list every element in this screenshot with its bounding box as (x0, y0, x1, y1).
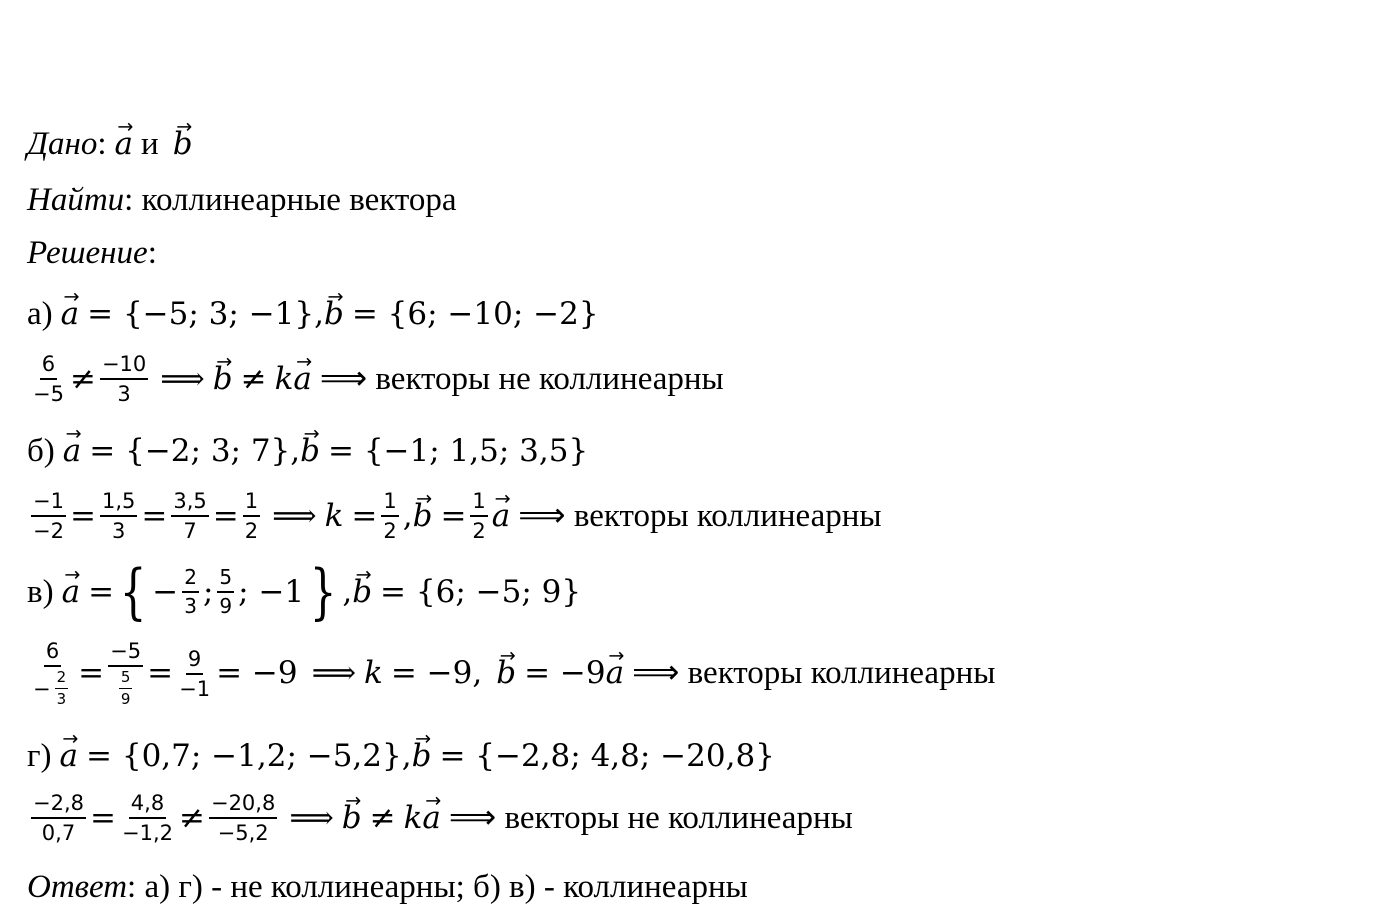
equal-sign: = (351, 497, 378, 534)
numerator: 2 (55, 669, 69, 689)
vector-b: → b (352, 577, 372, 608)
not-equal-sign: ≠ (178, 799, 205, 836)
vector-b: → b (496, 658, 516, 689)
part-v-check (27, 639, 995, 709)
comma: , (342, 573, 353, 610)
numerator: −2,8 (31, 791, 86, 819)
denominator: −1,2 (121, 821, 173, 846)
part-a-conclusion: ⟹ векторы не коллинеарны (319, 360, 724, 397)
coefficient-k: k (364, 655, 383, 692)
answer-line (27, 871, 748, 904)
vector-b: → b (342, 803, 362, 834)
numerator: −20,8 (209, 791, 277, 819)
denominator: 9 (219, 594, 233, 618)
vector-a: → a (62, 577, 80, 608)
vector-a: → a (422, 803, 440, 834)
denominator: −5 (33, 382, 64, 407)
denominator: 0,7 (41, 821, 76, 846)
denominator (31, 667, 74, 709)
part-a-a-value: = {−5; 3; −1}, (87, 296, 324, 332)
part-v-prefix: в) (27, 573, 54, 610)
coefficient-k: k (324, 497, 344, 534)
not-equal-sign: ≠ (240, 360, 267, 397)
part-a-b-value: = {6; −10; −2} (351, 296, 599, 332)
fraction (100, 489, 137, 543)
equal-sign: = (147, 655, 174, 692)
compound-fraction (31, 639, 74, 709)
numerator: −10 (100, 352, 148, 380)
equal-sign: = (88, 573, 115, 610)
find-line (27, 184, 456, 217)
part-v-coefficient: = −9 (524, 655, 606, 692)
not-equal-sign: ≠ (69, 360, 96, 397)
denominator: −1 (179, 676, 211, 701)
part-g-conclusion: ⟹ векторы не коллинеарны (448, 799, 853, 836)
coefficient-k: k (274, 360, 294, 397)
part-b-prefix: б) (27, 433, 55, 469)
numerator: −5 (108, 639, 143, 667)
comma: , (402, 497, 413, 534)
part-a-prefix: а) (27, 296, 53, 332)
part-v-k-value: = −9, (390, 655, 483, 692)
part-v-result: = −9 (216, 655, 298, 692)
denominator: 3 (56, 690, 67, 709)
implies-sign: ⟹ (160, 360, 205, 397)
vector-b: → b (173, 129, 193, 160)
part-v-conclusion: ⟹ векторы коллинеарны (632, 655, 996, 692)
equal-sign: = (141, 497, 168, 534)
vector-a: → a (606, 658, 624, 689)
not-equal-sign: ≠ (369, 799, 396, 836)
part-v-b-value: = {6; −5; 9} (380, 573, 582, 610)
vector-b: → b (300, 436, 320, 467)
fraction (243, 489, 260, 543)
denominator: 3 (184, 594, 197, 618)
numerator: 1 (470, 489, 487, 517)
part-g-check (27, 791, 853, 845)
numerator: 1,5 (100, 489, 137, 517)
vector-b: → b (413, 501, 433, 532)
fraction (381, 489, 398, 543)
compound-fraction (108, 639, 143, 709)
equal-sign: = (69, 497, 96, 534)
numerator: 6 (44, 639, 61, 667)
vector-b: → b (213, 364, 233, 395)
part-b-b-value: = {−1; 1,5; 3,5} (328, 433, 589, 469)
vector-b: → b (324, 299, 344, 330)
vector-b: → b (412, 741, 432, 772)
equal-sign: = (440, 497, 467, 534)
fraction (120, 791, 175, 845)
part-v-vectors (27, 557, 582, 627)
implies-sign: ⟹ (289, 799, 334, 836)
numerator: 9 (186, 647, 203, 675)
denominator: 7 (183, 519, 197, 544)
fraction (31, 352, 66, 406)
denominator: 2 (472, 519, 486, 544)
fraction (100, 352, 148, 406)
part-b-a-value: = {−2; 3; 7}, (89, 433, 301, 469)
answer-label: Ответ (27, 869, 128, 905)
part-a-check (27, 352, 724, 406)
implies-sign: ⟹ (272, 497, 317, 534)
part-g-a-value: = {0,7; −1,2; −5,2}, (86, 738, 412, 774)
fraction (171, 489, 208, 543)
solution-colon: : (147, 235, 157, 271)
equal-sign: = (78, 655, 105, 692)
numerator: 3,5 (171, 489, 208, 517)
fraction (217, 566, 234, 618)
given-colon: : (97, 126, 107, 162)
fraction (119, 669, 133, 709)
denominator: −2 (33, 519, 64, 544)
solution-label: Решение (27, 235, 148, 271)
part-b-vectors (27, 435, 588, 468)
part-g-b-value: = {−2,8; 4,8; −20,8} (439, 738, 775, 774)
vector-a: → a (492, 501, 510, 532)
open-brace: { (119, 557, 147, 627)
vector-a: → a (61, 299, 79, 330)
denominator: −5,2 (217, 821, 269, 846)
numerator: 5 (119, 669, 133, 689)
given-line (27, 128, 193, 161)
fraction (470, 489, 487, 543)
numerator: 6 (40, 352, 57, 380)
denominator: 3 (111, 519, 126, 544)
find-text: : коллинеарные вектора (124, 182, 457, 218)
implies-sign: ⟹ (311, 655, 357, 692)
equal-sign: = (90, 799, 116, 836)
given-label: Дано (27, 126, 98, 162)
fraction (182, 566, 199, 618)
fraction (209, 791, 277, 845)
vector-a: → a (63, 436, 81, 467)
numerator: 1 (243, 489, 260, 517)
fraction (31, 791, 86, 845)
part-a-vectors (27, 298, 599, 331)
fraction (55, 669, 69, 709)
coefficient-k: k (403, 799, 423, 836)
vector-a: → a (293, 364, 311, 395)
numerator: 5 (217, 566, 234, 593)
fraction (31, 489, 66, 543)
minus-sign: − (33, 676, 51, 701)
numerator: −1 (31, 489, 66, 517)
solution-line (27, 237, 157, 270)
denominator (113, 667, 139, 709)
vector-a: → a (60, 741, 78, 772)
numerator: 4,8 (129, 791, 166, 819)
part-v-a-last: ; −1 (238, 573, 305, 610)
numerator: 1 (381, 489, 398, 517)
semicolon: ; (202, 573, 214, 610)
denominator: 3 (117, 382, 131, 407)
vector-a: → a (115, 129, 133, 160)
numerator: 2 (182, 566, 199, 593)
part-g-vectors (27, 740, 775, 773)
minus-sign: − (152, 573, 179, 610)
fraction (177, 647, 212, 701)
answer-text: : а) г) - не коллинеарны; б) в) - коллинеарны (127, 869, 748, 905)
equal-sign: = (212, 497, 239, 534)
part-b-conclusion: ⟹ векторы коллинеарны (518, 497, 882, 534)
given-and: и (141, 126, 159, 162)
find-label: Найти (27, 182, 125, 218)
part-b-check (27, 489, 882, 543)
denominator: 2 (383, 519, 397, 544)
denominator: 9 (120, 690, 131, 709)
close-brace: } (309, 557, 337, 627)
denominator: 2 (244, 519, 259, 544)
part-g-prefix: г) (27, 738, 52, 774)
